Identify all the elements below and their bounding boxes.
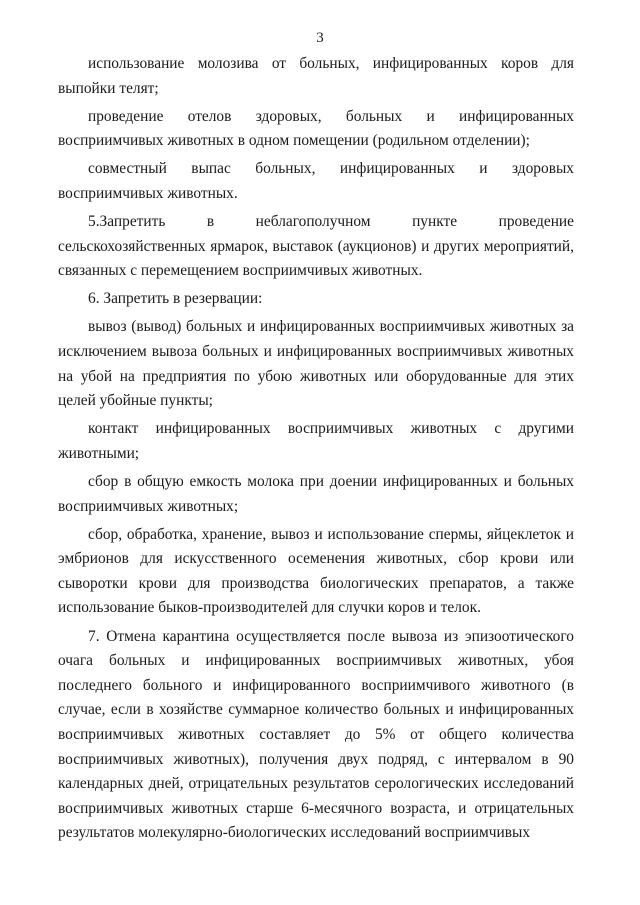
paragraph-contact: контакт инфицированных восприимчивых животных с другими животными; bbox=[58, 420, 574, 462]
paragraph-colostrum: использование молозива от больных, инфицированных коров для выпойки телят; bbox=[58, 55, 574, 97]
paragraph-export: вывоз (вывод) больных и инфицированных восприимчивых животных за исключением вывоза больных и инфицированных восприимчивых животных на убой на предприятия по убою животных или оборудованные для этих целей убойные пункты; bbox=[58, 318, 574, 410]
page-number: 3 bbox=[316, 30, 324, 46]
paragraph-milk: сбор в общую емкость молока при доении инфицированных и больных восприимчивых животных; bbox=[58, 473, 574, 515]
paragraph-calving: проведение отелов здоровых, больных и инфицированных восприимчивых животных в одном помещении (родильном отделении); bbox=[58, 107, 574, 150]
paragraph-grazing: совместный выпас больных, инфицированных и здоровых восприимчивых животных. bbox=[58, 160, 574, 202]
document-body bbox=[58, 52, 574, 849]
paragraph-item-6: 6. Запретить в резервации: bbox=[88, 290, 263, 308]
paragraph-item-7: 7. Отмена карантина осуществляется после вывоза из эпизоотического очага больных и инфицированных восприимчивых животных, убоя последнего больного и инфицированного восприимчивого животного (в случае, если в хозяйстве суммарное количество больных и инфицированных восприимчивых животных составляет до 5% от общего количества восприимчивых животных), получения двух подряд, с интервалом в 90 календарных дней, отрицательных результатов серологических исследований восприимчивых животных старше 6-месячного возраста, и отрицательных результатов молекулярно-биологических исследований восприимчивых bbox=[58, 627, 574, 842]
paragraph-item-5: 5.Запретить в неблагополучном пункте проведение сельскохозяйственных ярмарок, выставок (аукционов) и других мероприятий, связанных с перемещением восприимчивых животных. bbox=[58, 213, 574, 280]
paragraph-sperm: сбор, обработка, хранение, вывоз и использование спермы, яйцеклеток и эмбрионов для искусственного осеменения животных, сбор крови или сыворотки крови для производства биологических препаратов, а также использование быков-производителей для случки коров и телок. bbox=[58, 525, 574, 617]
